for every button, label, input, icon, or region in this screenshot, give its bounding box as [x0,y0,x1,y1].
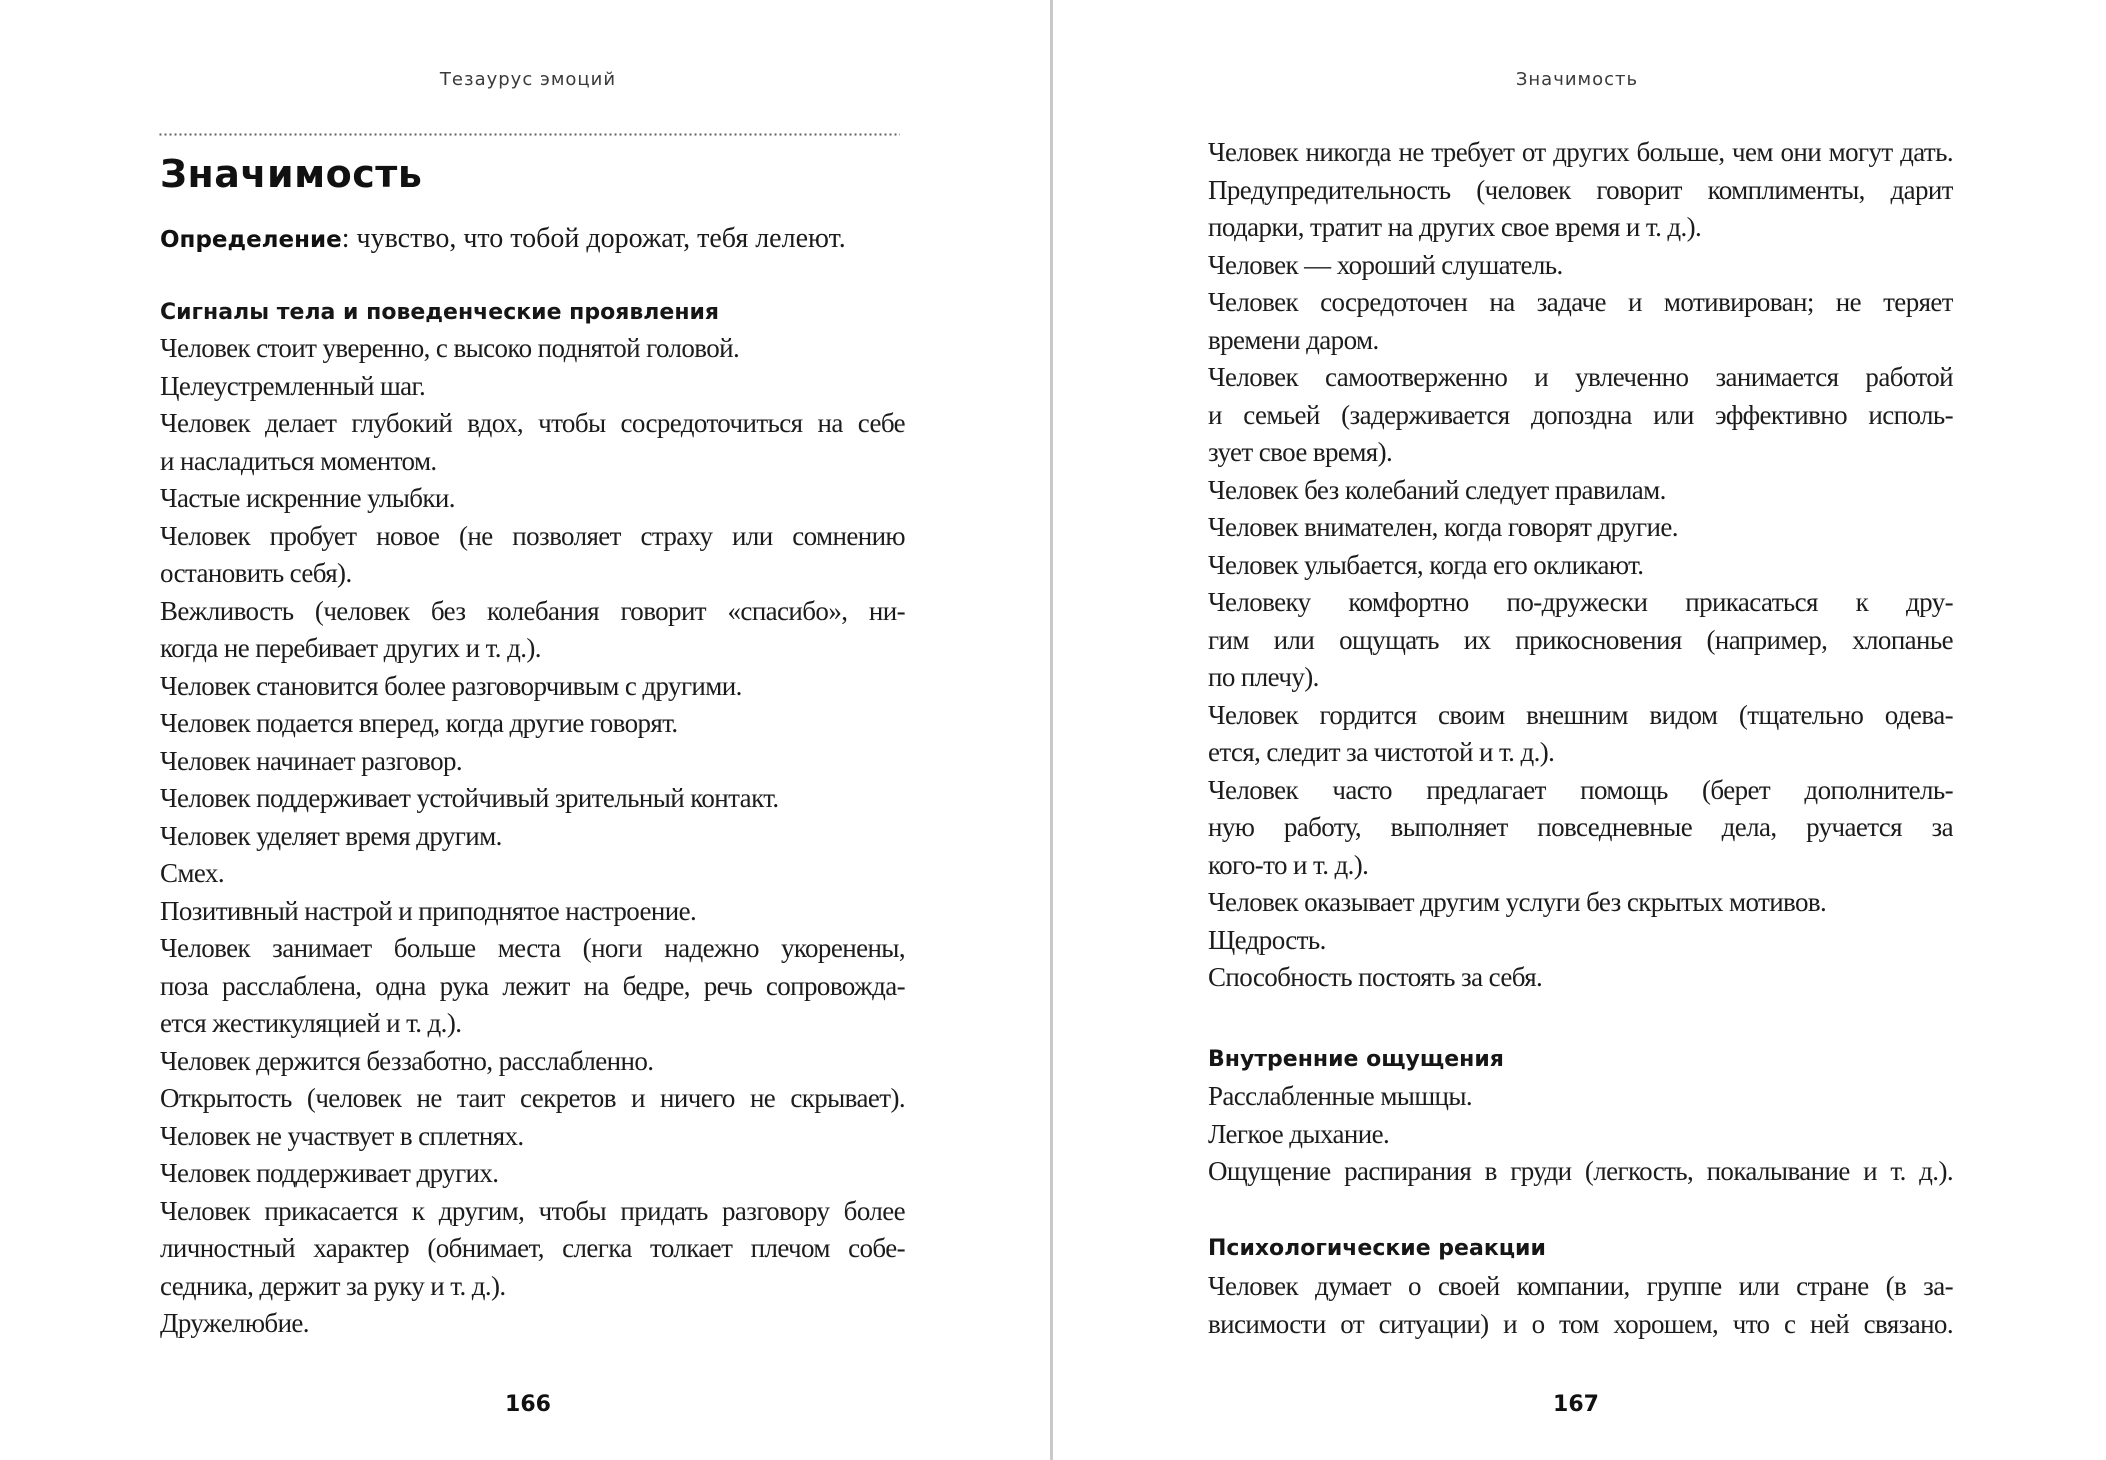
text-line: Открытость (человек не таит секретов и ничего не скрывает). [160,1083,905,1113]
body-signals-list [160,330,905,1343]
text-line: Человек уделяет время другим. [160,820,502,851]
text-line: Человек поддерживает других. [160,1158,499,1188]
text-line: Легкое дыхание. [1208,1118,1390,1149]
text-line: Человек оказывает другим услуги без скрытых мотивов. [1208,887,1827,917]
text-line: Целеустремленный шаг. [160,370,426,401]
text-line: Человек никогда не требует от других больше, чем они могут дать. [1208,137,1953,167]
continued-signals-list [1208,134,1953,997]
text-line: Человек прикасается к другим, чтобы придать разговору более [160,1195,905,1226]
definition-label: Определение [160,227,342,253]
text-line: когда не перебивает других и т. д.). [160,633,541,663]
text-line: ную работу, выполняет повседневные дела, ручается за [1208,812,1953,842]
section-heading-internal-sensations: Внутренние ощущения [1208,1047,1504,1072]
definition-text: : чувство, что тобой дорожат, тебя лелеют. [341,223,846,254]
text-line: кого-то и т. д.). [1208,849,1369,880]
text-line: Предупредительность (человек говорит комплименты, дарит [1208,174,1953,205]
left-page [0,0,1050,1460]
dotted-rule [158,133,900,136]
text-line: Человек стоит уверенно, с высоко поднятой головой. [160,333,740,363]
text-line: личностный характер (обнимает, слегка толкает плечом собе- [160,1233,905,1263]
text-line: седника, держит за руку и т. д.). [160,1270,506,1301]
page-number-right: 167 [1553,1392,1599,1417]
text-line: и насладиться моментом. [160,445,437,476]
text-line: Ощущение распирания в груди (легкость, покалывание и т. д.). [1208,1156,1953,1186]
text-line: подарки, тратит на других свое время и т. д.). [1208,212,1702,242]
text-line: гим или ощущать их прикосновения (например, хлопанье [1208,624,1953,655]
text-line: Смех. [160,858,224,888]
text-line: Человек самоотверженно и увлеченно занимается работой [1208,362,1953,392]
text-line: зует свое время). [1208,437,1393,467]
definition [160,222,846,257]
text-line: висимости от ситуации) и о том хорошем, что с ней связано. [1208,1308,1953,1339]
entry-title: Значимость [160,152,423,196]
text-line: Человек делает глубокий вдох, чтобы сосредоточиться на себе [160,408,905,438]
text-line: Человек пробует новое (не позволяет страху или сомнению [160,520,905,551]
text-line: остановить себя). [160,558,352,588]
text-line: Дружелюбие. [160,1308,309,1338]
text-line: Человек — хороший слушатель. [1208,249,1563,280]
text-line: Позитивный настрой и приподнятое настроение. [160,895,697,926]
running-head-left: Тезаурус эмоций [439,69,617,90]
book-gutter [1050,0,1053,1460]
text-line: Вежливость (человек без колебания говорит «спасибо», ни- [160,595,905,626]
text-line: Человек гордится своим внешним видом (тщательно одева- [1208,699,1953,730]
internal-sensations-list [1208,1078,1953,1191]
text-line: Человек держится беззаботно, расслабленно. [160,1045,654,1076]
text-line: Человек поддерживает устойчивый зрительный контакт. [160,783,779,813]
text-line: Человек часто предлагает помощь (берет дополнитель- [1208,774,1953,805]
psychological-responses-list [1208,1268,1953,1343]
text-line: Человек без колебаний следует правилам. [1208,474,1666,505]
text-line: Человек сосредоточен на задаче и мотивирован; не теряет [1208,287,1953,317]
text-line: ется, следит за чистотой и т. д.). [1208,737,1555,767]
running-head-right: Значимость [1515,69,1639,90]
section-heading-body-signals: Сигналы тела и поведенческие проявления [160,300,720,325]
text-line: Человек думает о своей компании, группе или стране (в за- [1208,1271,1953,1301]
page-number-left: 166 [505,1392,551,1417]
text-line: Щедрость. [1208,924,1326,955]
text-line: и семьей (задерживается допоздна или эффективно исполь- [1208,399,1953,430]
text-line: Человек подается вперед, когда другие говорят. [160,708,678,738]
text-line: ется жестикуляцией и т. д.). [160,1008,462,1038]
text-line: Способность постоять за себя. [1208,962,1543,992]
text-line: Человек улыбается, когда его окликают. [1208,549,1644,580]
right-page [1055,0,2106,1460]
text-line: Расслабленные мышцы. [1208,1081,1473,1111]
text-line: Человеку комфортно по-дружески прикасаться к дру- [1208,587,1953,617]
text-line: Частые искренние улыбки. [160,483,455,513]
text-line: поза расслаблена, одна рука лежит на бедре, речь сопровожда- [160,970,905,1001]
text-line: времени даром. [1208,324,1379,355]
section-heading-psychological-responses: Психологические реакции [1208,1236,1546,1261]
text-line: Человек внимателен, когда говорят другие. [1208,512,1678,542]
text-line: Человек становится более разговорчивым с другими. [160,670,742,701]
text-line: Человек занимает больше места (ноги надежно укоренены, [160,933,905,963]
text-line: по плечу). [1208,662,1319,692]
text-line: Человек начинает разговор. [160,745,463,776]
text-line: Человек не участвует в сплетнях. [160,1120,524,1151]
